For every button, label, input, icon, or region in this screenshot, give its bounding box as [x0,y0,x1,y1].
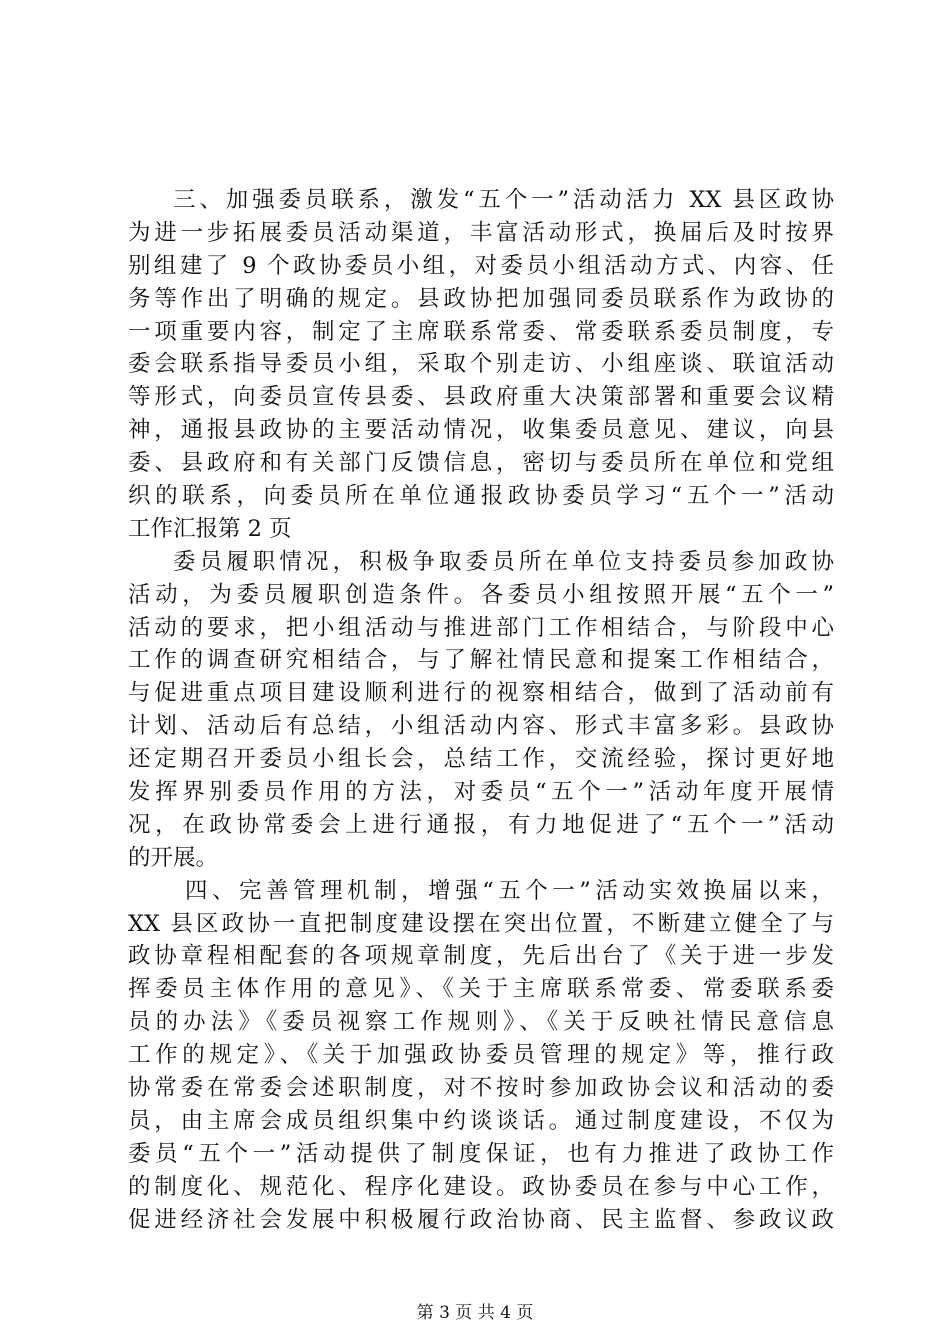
paragraph-2-line-3: 活动的要求，把小组活动与推进部门工作相结合，与阶段中心 [128,614,834,641]
paragraph-1-line-9: 委、县政府和有关部门反馈信息，密切与委员所在单位和党组 [128,450,834,477]
paragraph-2-line-2: 活动，为委员履职创造条件。各委员小组按照开展“五个一” [128,581,834,608]
paragraph-2-line-8: 发挥界别委员作用的方法，对委员“五个一”活动年度开展情 [128,779,834,806]
paragraph-1-line-5: 一项重要内容，制定了主席联系常委、常委联系委员制度，专 [128,318,834,345]
paragraph-2-line-7: 还定期召开委员小组长会，总结工作，交流经验，探讨更好地 [128,746,834,773]
paragraph-3-line-5: 员的办法》《委员视察工作规则》、《关于反映社情民意信息 [128,1009,834,1036]
paragraph-2-line-4: 工作的调查研究相结合，与了解社情民意和提案工作相结合， [128,647,834,674]
paragraph-1-line-6: 委会联系指导委员小组，采取个别走访、小组座谈、联谊活动 [128,351,834,378]
paragraph-1-line-7: 等形式，向委员宣传县委、县政府重大决策部署和重要会议精 [128,384,834,411]
paragraph-3-line-6: 工作的规定》、《关于加强政协委员管理的规定》等，推行政 [128,1042,834,1069]
paragraph-1-line-8: 神，通报县政协的主要活动情况，收集委员意见、建议，向县 [128,417,834,444]
paragraph-3-line-11: 促进经济社会发展中积极履行政治协商、民主监督、参政议政 [128,1206,834,1233]
paragraph-3-line-10: 的制度化、规范化、程序化建设。政协委员在参与中心工作， [128,1173,834,1200]
document-body [128,184,834,1237]
paragraph-1-line-1: 三、加强委员联系，激发“五个一”活动活力 XX 县区政协 [173,187,834,213]
paragraph-3-line-9: 委员“五个一”活动提供了制度保证，也有力推进了政协工作 [128,1140,834,1167]
paragraph-2-line-1: 委员履职情况，积极争取委员所在单位支持委员参加政协 [173,548,834,575]
paragraph-3-line-8: 员，由主席会成员组织集中约谈谈话。通过制度建设，不仅为 [128,1107,834,1134]
paragraph-1-line-4: 务等作出了明确的规定。县政协把加强同委员联系作为政协的 [128,285,834,312]
paragraph-2-line-5: 与促进重点项目建设顺利进行的视察相结合，做到了活动前有 [128,680,834,707]
paragraph-1-line-2: 为进一步拓展委员活动渠道，丰富活动形式，换届后及时按界 [128,219,834,246]
page-number-footer: 第 3 页 共 4 页 [416,1303,534,1323]
paragraph-1-line-3: 别组建了 9 个政协委员小组，对委员小组活动方式、内容、任 [128,252,834,279]
paragraph-3-line-7: 协常委在常委会述职制度，对不按时参加政协会议和活动的委 [128,1075,834,1102]
paragraph-3-line-1: 四、完善管理机制，增强“五个一”活动实效换届以来， [185,877,834,904]
paragraph-2-line-9: 况，在政协常委会上进行通报，有力地促进了“五个一”活动 [128,811,834,838]
paragraph-1-line-10: 织的联系，向委员所在单位通报政协委员学习“五个一”活动 [128,483,834,510]
paragraph-1-line-11: 工作汇报第 2 页 [128,515,292,542]
paragraph-2-line-6: 计划、活动后有总结，小组活动内容、形式丰富多彩。县政协 [128,713,834,740]
paragraph-2-line-10: 的开展。 [128,844,219,871]
paragraph-3-line-4: 挥委员主体作用的意见》、《关于主席联系常委、常委联系委 [128,976,834,1003]
paragraph-3-line-3: 政协章程相配套的各项规章制度，先后出台了《关于进一步发 [128,943,834,970]
paragraph-3-line-2: XX 县区政协一直把制度建设摆在突出位置，不断建立健全了与 [128,910,834,937]
